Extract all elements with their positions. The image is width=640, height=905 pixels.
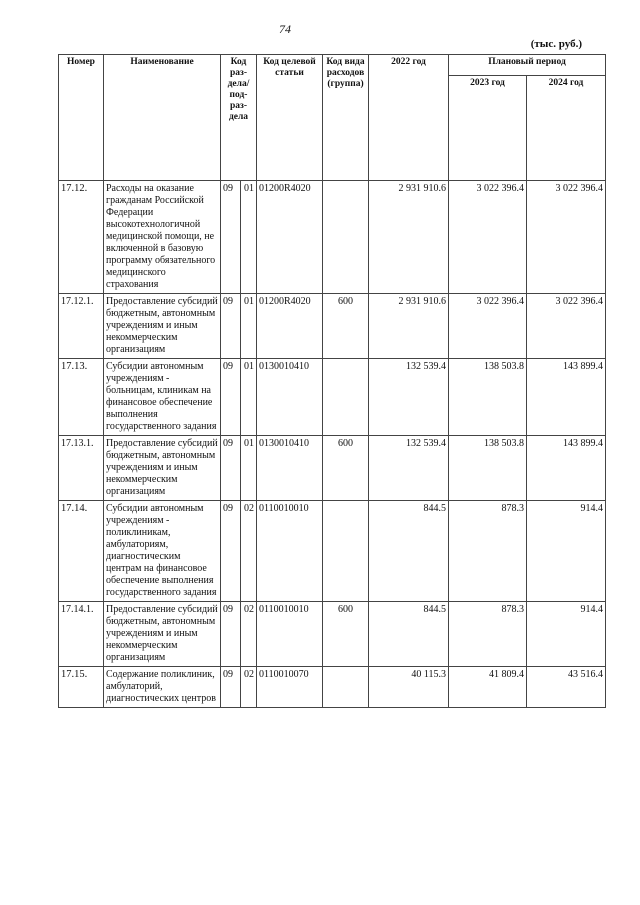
budget-table	[58, 54, 606, 708]
row-subsection: 01	[241, 294, 257, 359]
row-value-2022: 844.5	[369, 602, 449, 667]
row-value-2024: 143 899.4	[527, 436, 606, 501]
row-value-2023: 138 503.8	[449, 359, 527, 436]
row-number: 17.14.1.	[59, 602, 104, 667]
row-section: 09	[221, 294, 241, 359]
row-expense-type	[323, 667, 369, 708]
row-value-2022: 844.5	[369, 501, 449, 602]
row-subsection: 01	[241, 436, 257, 501]
table-row	[59, 602, 606, 667]
header-section-code: Код раз-дела/ под-раз-дела	[221, 55, 257, 181]
row-value-2022: 132 539.4	[369, 359, 449, 436]
row-expense-type	[323, 359, 369, 436]
row-section: 09	[221, 359, 241, 436]
row-expense-type: 600	[323, 294, 369, 359]
row-section: 09	[221, 436, 241, 501]
row-value-2024: 3 022 396.4	[527, 294, 606, 359]
row-expense-type	[323, 501, 369, 602]
header-expense-type-code: Код вида расходов (группа)	[323, 55, 369, 181]
row-value-2023: 878.3	[449, 602, 527, 667]
header-planned-period: Плановый период	[449, 55, 606, 76]
row-target-code: 0110010070	[257, 667, 323, 708]
row-value-2022: 40 115.3	[369, 667, 449, 708]
row-name: Предоставление субсидий бюджетным, автономным учреждениям и иным некоммерческим организациям	[104, 294, 221, 359]
row-number: 17.13.	[59, 359, 104, 436]
table-row	[59, 181, 606, 294]
row-subsection: 01	[241, 359, 257, 436]
row-name: Содержание поликлиник, амбулаторий, диагностических центров	[104, 667, 221, 708]
row-subsection: 02	[241, 667, 257, 708]
row-name: Субсидии автономным учреждениям - поликлиникам, амбулаториям, диагностическим центрам на финансовое обеспечение выполнения государственного задания	[104, 501, 221, 602]
row-target-code: 0130010410	[257, 359, 323, 436]
header-year-2023: 2023 год	[449, 76, 527, 181]
row-section: 09	[221, 667, 241, 708]
row-subsection: 01	[241, 181, 257, 294]
row-number: 17.13.1.	[59, 436, 104, 501]
row-number: 17.14.	[59, 501, 104, 602]
row-section: 09	[221, 602, 241, 667]
header-year-2024: 2024 год	[527, 76, 606, 181]
row-expense-type: 600	[323, 602, 369, 667]
units-label: (тыс. руб.)	[530, 38, 582, 50]
table-row	[59, 667, 606, 708]
row-expense-type: 600	[323, 436, 369, 501]
row-value-2023: 138 503.8	[449, 436, 527, 501]
table-row	[59, 501, 606, 602]
row-value-2022: 2 931 910.6	[369, 181, 449, 294]
row-name: Субсидии автономным учреждениям - больницам, клиникам на финансовое обеспечение выполнения государственного задания	[104, 359, 221, 436]
row-value-2024: 914.4	[527, 501, 606, 602]
row-value-2023: 41 809.4	[449, 667, 527, 708]
row-value-2023: 878.3	[449, 501, 527, 602]
table-row	[59, 436, 606, 501]
row-name: Расходы на оказание гражданам Российской Федерации высокотехнологичной медицинской помощи, не включенной в базовую программу обязательного медицинского страхования	[104, 181, 221, 294]
row-number: 17.12.	[59, 181, 104, 294]
row-number: 17.15.	[59, 667, 104, 708]
row-target-code: 0110010010	[257, 501, 323, 602]
row-target-code: 0110010010	[257, 602, 323, 667]
row-value-2024: 3 022 396.4	[527, 181, 606, 294]
row-expense-type	[323, 181, 369, 294]
row-value-2023: 3 022 396.4	[449, 181, 527, 294]
row-value-2023: 3 022 396.4	[449, 294, 527, 359]
row-value-2024: 43 516.4	[527, 667, 606, 708]
table-row	[59, 294, 606, 359]
header-row-1	[59, 55, 606, 76]
row-section: 09	[221, 501, 241, 602]
row-value-2024: 914.4	[527, 602, 606, 667]
row-subsection: 02	[241, 602, 257, 667]
header-target-code: Код целевой статьи	[257, 55, 323, 181]
header-year-2022: 2022 год	[369, 55, 449, 181]
row-value-2024: 143 899.4	[527, 359, 606, 436]
row-number: 17.12.1.	[59, 294, 104, 359]
header-number: Номер	[59, 55, 104, 181]
header-name: Наименование	[104, 55, 221, 181]
row-value-2022: 2 931 910.6	[369, 294, 449, 359]
table-row	[59, 359, 606, 436]
row-value-2022: 132 539.4	[369, 436, 449, 501]
row-name: Предоставление субсидий бюджетным, автономным учреждениям и иным некоммерческим организациям	[104, 602, 221, 667]
row-name: Предоставление субсидий бюджетным, автономным учреждениям и иным некоммерческим организациям	[104, 436, 221, 501]
row-target-code: 0130010410	[257, 436, 323, 501]
page-number: 74	[279, 22, 291, 36]
row-target-code: 01200R4020	[257, 294, 323, 359]
row-section: 09	[221, 181, 241, 294]
row-target-code: 01200R4020	[257, 181, 323, 294]
row-subsection: 02	[241, 501, 257, 602]
